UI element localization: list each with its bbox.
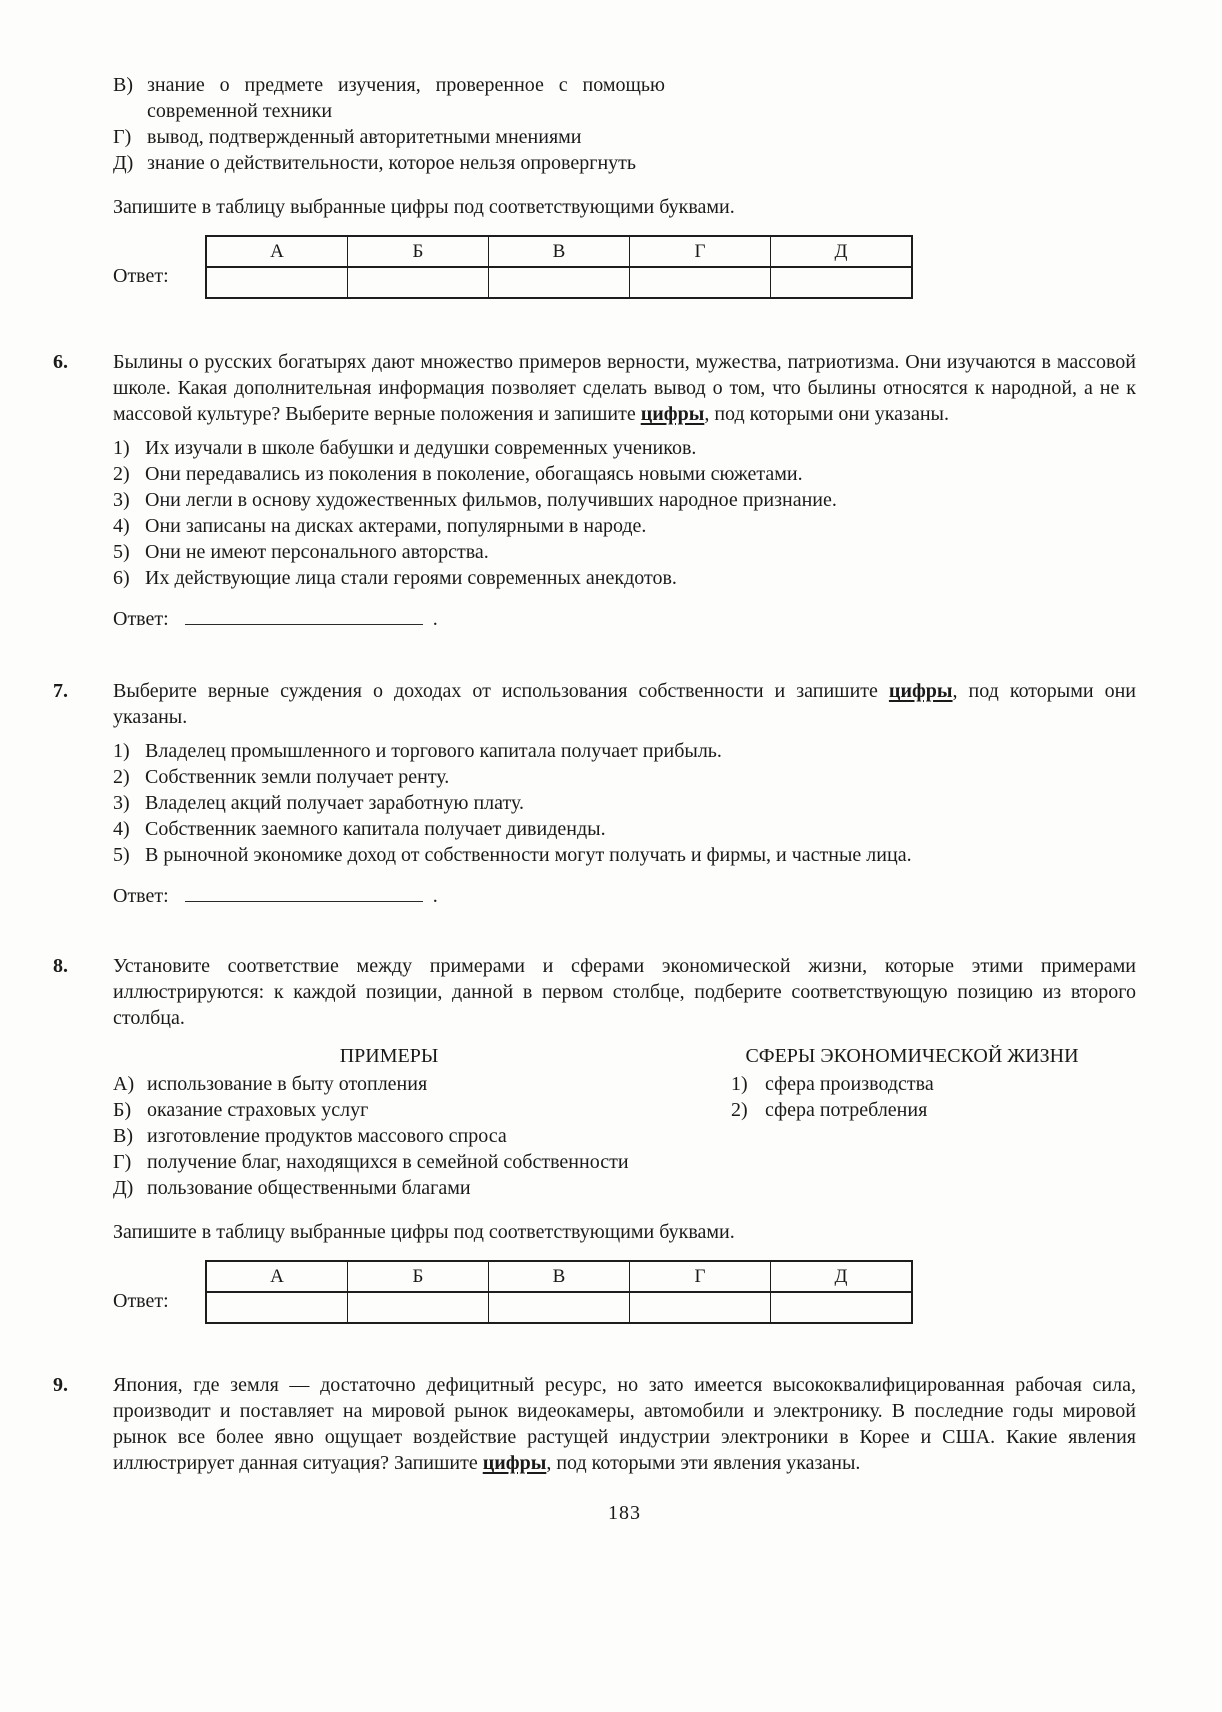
option-row xyxy=(697,1071,1127,1097)
statement-text: Былины о русских богатырях дают множество примеров верности, мужества, патриотизма. Они изучаются в массовой школе. Какая дополнительная информация позволяет сделать вывод о том, что былины относятся к народной, а не к массовой культуре? Выберите верные положения и запишите xyxy=(113,351,1136,425)
answer-period: . xyxy=(432,608,438,630)
write-instruction: Запишите в таблицу выбранные цифры под соответствующими буквами. xyxy=(113,1221,735,1243)
question-number: 7. xyxy=(53,680,68,702)
option-row xyxy=(113,842,1136,868)
option-text: вывод, подтвержденный авторитетными мнениями xyxy=(147,126,582,148)
option-text: пользование общественными благами xyxy=(147,1177,471,1199)
answer-cell xyxy=(630,267,771,298)
option-text: Собственник земли получает ренту. xyxy=(145,766,450,788)
question-7 xyxy=(53,678,1136,909)
table-header-cell: Б xyxy=(348,236,489,267)
option-text: Они передавались из поколения в поколение, обогащаясь новыми сюжетами. xyxy=(145,463,803,485)
table-header-cell: Д xyxy=(771,1261,913,1292)
answer-cell xyxy=(771,267,913,298)
question-8 xyxy=(53,953,1136,1324)
option-text: знание о действительности, которое нельзя опровергнуть xyxy=(147,152,637,174)
matching-columns xyxy=(113,1043,1136,1201)
underlined-word: цифры xyxy=(640,403,705,425)
right-column-header: СФЕРЫ ЭКОНОМИЧЕСКОЙ ЖИЗНИ xyxy=(745,1045,1079,1067)
option-text: Их изучали в школе бабушки и дедушки современных учеников. xyxy=(145,437,697,459)
answer-table-block xyxy=(113,235,1136,299)
question-9 xyxy=(53,1372,1136,1476)
option-text: Они легли в основу художественных фильмов, получивших народное признание. xyxy=(145,489,837,511)
option-row xyxy=(113,72,665,124)
option-number: 4) xyxy=(113,515,130,537)
question-statement xyxy=(113,678,1136,730)
option-row xyxy=(113,1123,665,1149)
answer-cell xyxy=(630,1292,771,1323)
option-number: 1) xyxy=(113,740,130,762)
question-statement xyxy=(113,349,1136,427)
matching-left-column xyxy=(113,1043,665,1201)
option-number: 5) xyxy=(113,541,130,563)
option-number: 1) xyxy=(113,437,130,459)
table-header-cell: А xyxy=(206,236,348,267)
answer-cell xyxy=(206,267,348,298)
answer-label: Ответ: xyxy=(113,1290,169,1312)
option-row xyxy=(113,150,665,176)
option-row xyxy=(113,461,1136,487)
option-row xyxy=(113,124,665,150)
previous-question-options xyxy=(113,72,665,176)
option-text: сфера потребления xyxy=(765,1099,928,1121)
table-header-cell: Д xyxy=(771,236,913,267)
write-instruction: Запишите в таблицу выбранные цифры под соответствующими буквами. xyxy=(113,196,735,218)
answer-table-block xyxy=(113,1260,1136,1324)
option-text: В рыночной экономике доход от собственности могут получать и фирмы, и частные лица. xyxy=(145,844,912,866)
option-row xyxy=(113,764,1136,790)
option-text: использование в быту отопления xyxy=(147,1073,428,1095)
underlined-word: цифры xyxy=(482,1452,547,1474)
answer-table-header-row xyxy=(206,236,912,267)
answer-cell xyxy=(771,1292,913,1323)
option-row xyxy=(113,1071,665,1097)
option-number: 2) xyxy=(731,1099,748,1121)
option-letter: Г) xyxy=(113,1151,132,1173)
question-statement xyxy=(113,1372,1136,1476)
statement-text: , под которыми они указаны. xyxy=(704,403,949,425)
question-number: 8. xyxy=(53,955,68,977)
answer-table-blank-row xyxy=(206,1292,912,1323)
option-text: Владелец промышленного и торгового капитала получает прибыль. xyxy=(145,740,722,762)
option-row xyxy=(697,1097,1127,1123)
option-number: 3) xyxy=(113,489,130,511)
option-letter: В) xyxy=(113,1125,133,1147)
option-row xyxy=(113,435,1136,461)
option-number: 1) xyxy=(731,1073,748,1095)
table-header-cell: Г xyxy=(630,1261,771,1292)
answer-cell xyxy=(489,1292,630,1323)
underlined-word: цифры xyxy=(888,680,953,702)
answer-line xyxy=(113,606,1136,632)
option-text: Они не имеют персонального авторства. xyxy=(145,541,489,563)
statement-text: Япония, где земля — достаточно дефицитный ресурс, но зато имеется высококвалифицированная рабочая сила, производит и поставляет на мировой рынок видеокамеры, автомобили и электронику. В последние годы мировой рынок все более явно ощущает воздействие растущей индустрии электроники в Корее и США. Какие явления иллюстрирует данная ситуация? Запишите xyxy=(113,1374,1136,1474)
answer-table xyxy=(205,235,913,299)
answer-label: Ответ: xyxy=(113,265,169,287)
option-row xyxy=(113,816,1136,842)
table-header-cell: В xyxy=(489,1261,630,1292)
option-number: 3) xyxy=(113,792,130,814)
answer-table-header-row xyxy=(206,1261,912,1292)
page-number: 183 xyxy=(608,1502,641,1524)
table-header-cell: В xyxy=(489,236,630,267)
option-number: 2) xyxy=(113,463,130,485)
option-letter: А) xyxy=(113,1073,135,1095)
option-text: Владелец акций получает заработную плату. xyxy=(145,792,524,814)
option-text: знание о предмете изучения, проверенное с помощью современной техники xyxy=(147,74,665,122)
option-letter: Г) xyxy=(113,126,132,148)
option-letter: В) xyxy=(113,74,133,96)
answer-cell xyxy=(206,1292,348,1323)
option-number: 5) xyxy=(113,844,130,866)
option-letter: Б) xyxy=(113,1099,132,1121)
answer-cell xyxy=(348,267,489,298)
answer-table-blank-row xyxy=(206,267,912,298)
table-header-cell: Г xyxy=(630,236,771,267)
answer-blank xyxy=(185,606,423,625)
answer-table xyxy=(205,1260,913,1324)
question-number: 9. xyxy=(53,1374,68,1396)
table-header-cell: А xyxy=(206,1261,348,1292)
option-number: 4) xyxy=(113,818,130,840)
answer-cell xyxy=(348,1292,489,1323)
left-column-header: ПРИМЕРЫ xyxy=(339,1045,439,1067)
options-list xyxy=(113,435,1136,591)
option-text: Собственник заемного капитала получает дивиденды. xyxy=(145,818,606,840)
option-row xyxy=(113,790,1136,816)
answer-label: Ответ: xyxy=(113,885,169,907)
answer-line xyxy=(113,883,1136,909)
table-header-cell: Б xyxy=(348,1261,489,1292)
statement-text: , под которыми они указаны. xyxy=(113,680,1136,728)
answer-cell xyxy=(489,267,630,298)
option-row xyxy=(113,1175,665,1201)
option-row xyxy=(113,1149,665,1175)
option-letter: Д) xyxy=(113,1177,134,1199)
statement-text: Выберите верные суждения о доходах от использования собственности и запишите xyxy=(113,680,889,702)
answer-period: . xyxy=(432,885,438,907)
option-row xyxy=(113,539,1136,565)
option-row xyxy=(113,565,1136,591)
option-text: получение благ, находящихся в семейной собственности xyxy=(147,1151,629,1173)
matching-right-column xyxy=(697,1043,1127,1201)
option-row xyxy=(113,513,1136,539)
option-row xyxy=(113,738,1136,764)
question-6 xyxy=(53,349,1136,632)
question-number: 6. xyxy=(53,351,68,373)
option-text: изготовление продуктов массового спроса xyxy=(147,1125,507,1147)
answer-label: Ответ: xyxy=(113,608,169,630)
option-text: сфера производства xyxy=(765,1073,934,1095)
option-text: Они записаны на дисках актерами, популярными в народе. xyxy=(145,515,647,537)
option-number: 6) xyxy=(113,567,130,589)
option-row xyxy=(113,487,1136,513)
option-number: 2) xyxy=(113,766,130,788)
option-letter: Д) xyxy=(113,152,134,174)
statement-text: , под которыми эти явления указаны. xyxy=(546,1452,861,1474)
question-statement: Установите соответствие между примерами и сферами экономической жизни, которые этими примерами иллюстрируются: к каждой позиции, данной в первом столбце, подберите соответствующую позицию из второго столбца. xyxy=(113,955,1136,1029)
answer-blank xyxy=(185,883,423,902)
options-list xyxy=(113,738,1136,868)
option-row xyxy=(113,1097,665,1123)
option-text: оказание страховых услуг xyxy=(147,1099,369,1121)
option-text: Их действующие лица стали героями современных анекдотов. xyxy=(145,567,677,589)
